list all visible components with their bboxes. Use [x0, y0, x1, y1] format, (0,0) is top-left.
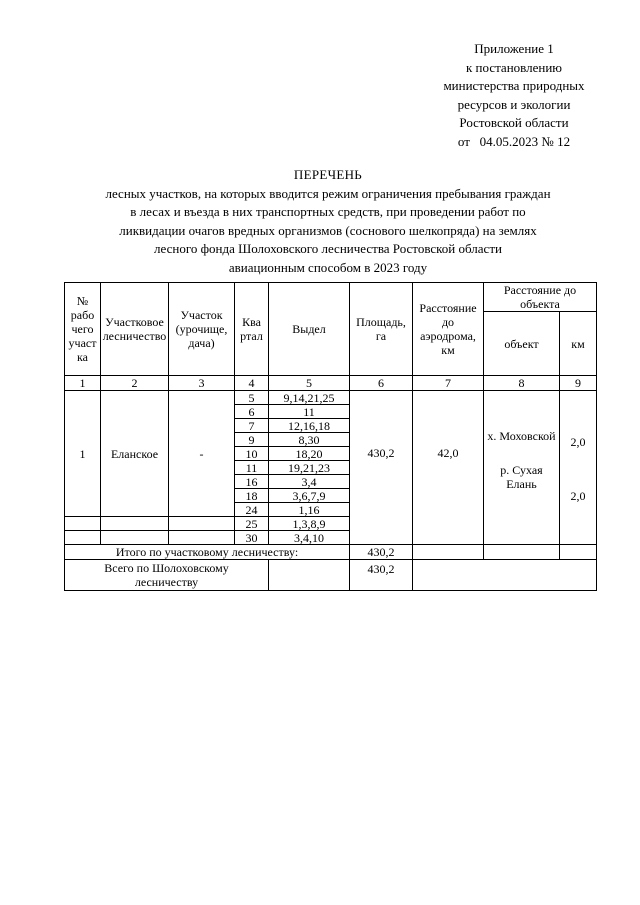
quarter-cell: 6 — [235, 405, 269, 419]
row-km — [560, 391, 597, 545]
col-number: 9 — [560, 376, 597, 391]
header-km: км — [560, 312, 597, 376]
forest-plots-table — [64, 282, 597, 591]
object-km: 2,0 — [570, 489, 586, 503]
title-heading: ПЕРЕЧЕНЬ — [293, 167, 363, 182]
title-line: лесного фонда Шолоховского лесничества Ростовской области — [154, 241, 502, 256]
header-allotment: Выдел — [269, 283, 350, 376]
quarter-cell: 7 — [235, 419, 269, 433]
empty-cell — [413, 545, 484, 560]
col-number: 2 — [101, 376, 169, 391]
row-airfield-distance: 42,0 — [413, 391, 484, 545]
quarter-cell: 10 — [235, 447, 269, 461]
empty-cell — [169, 517, 235, 531]
quarter-cell: 18 — [235, 489, 269, 503]
allotment-cell: 11 — [269, 405, 350, 419]
appendix-block — [430, 40, 598, 151]
total-row — [65, 545, 597, 560]
column-numbers-row — [65, 376, 597, 391]
quarter-cell: 30 — [235, 531, 269, 545]
header-num: № рабо чего участ ка — [65, 283, 101, 376]
quarter-cell: 24 — [235, 503, 269, 517]
empty-cell — [65, 531, 101, 545]
object-km: 2,0 — [570, 435, 586, 449]
header-airfield-distance: Расстояние до аэродрома, км — [413, 283, 484, 376]
row-num: 1 — [65, 391, 101, 517]
title-line: ликвидации очагов вредных организмов (соснового шелкопряда) на землях — [119, 222, 537, 238]
col-number: 3 — [169, 376, 235, 391]
header-quarter: Ква ртал — [235, 283, 269, 376]
quarter-cell: 5 — [235, 391, 269, 405]
header-plot: Участок (урочище, дача) — [169, 283, 235, 376]
quarter-cell: 25 — [235, 517, 269, 531]
allotment-cell: 12,16,18 — [269, 419, 350, 433]
empty-cell — [101, 517, 169, 531]
col-number: 1 — [65, 376, 101, 391]
title-line: лесных участков, на которых вводится режим ограничения пребывания граждан — [105, 185, 551, 201]
col-number: 8 — [484, 376, 560, 391]
appendix-line: ресурсов и экологии — [457, 96, 571, 112]
allotment-cell: 19,21,23 — [269, 461, 350, 475]
col-number: 7 — [413, 376, 484, 391]
header-area: Площадь, га — [350, 283, 413, 376]
empty-cell — [484, 545, 560, 560]
empty-cell — [269, 560, 350, 591]
quarter-cell: 16 — [235, 475, 269, 489]
allotment-cell: 3,4,10 — [269, 531, 350, 545]
header-object-distance: Расстояние до объекта — [484, 283, 597, 312]
allotment-cell: 3,4 — [269, 475, 350, 489]
header-object: объект — [484, 312, 560, 376]
row-plot: - — [169, 391, 235, 517]
grand-total-row — [65, 560, 597, 591]
allotment-cell: 1,16 — [269, 503, 350, 517]
allotment-cell: 1,3,8,9 — [269, 517, 350, 531]
document-title — [62, 166, 594, 277]
allotment-cell: 8,30 — [269, 433, 350, 447]
empty-cell — [65, 517, 101, 531]
total-label: Итого по участковому лесничеству: — [65, 545, 350, 560]
grand-total-area: 430,2 — [350, 560, 413, 591]
table-row — [65, 391, 597, 405]
grand-total-label: Всего по Шолоховскому лесничеству — [65, 560, 269, 591]
appendix-line: министерства природных — [443, 78, 585, 93]
appendix-line: Ростовской области — [459, 115, 569, 130]
allotment-cell: 9,14,21,25 — [269, 391, 350, 405]
title-line: авиационным способом в 2023 году — [228, 259, 428, 275]
row-area: 430,2 — [350, 391, 413, 545]
appendix-line: Приложение 1 — [474, 41, 554, 56]
appendix-date-line: от 04.05.2023 № 12 — [457, 133, 571, 149]
empty-cell — [101, 531, 169, 545]
empty-cell — [413, 560, 597, 591]
empty-cell — [169, 531, 235, 545]
col-number: 4 — [235, 376, 269, 391]
empty-cell — [560, 545, 597, 560]
object-name: х. Моховской — [487, 429, 556, 443]
header-forestry: Участковое лесничество — [101, 283, 169, 376]
allotment-cell: 18,20 — [269, 447, 350, 461]
object-name: р. Сухая Елань — [500, 463, 543, 491]
col-number: 6 — [350, 376, 413, 391]
quarter-cell: 11 — [235, 461, 269, 475]
quarter-cell: 9 — [235, 433, 269, 447]
row-objects — [484, 391, 560, 545]
allotment-cell: 3,6,7,9 — [269, 489, 350, 503]
row-forestry: Еланское — [101, 391, 169, 517]
title-line: в лесах и въезда в них транспортных средств, при проведении работ по — [130, 204, 526, 219]
appendix-line: к постановлению — [465, 59, 563, 75]
col-number: 5 — [269, 376, 350, 391]
total-area: 430,2 — [350, 545, 413, 560]
